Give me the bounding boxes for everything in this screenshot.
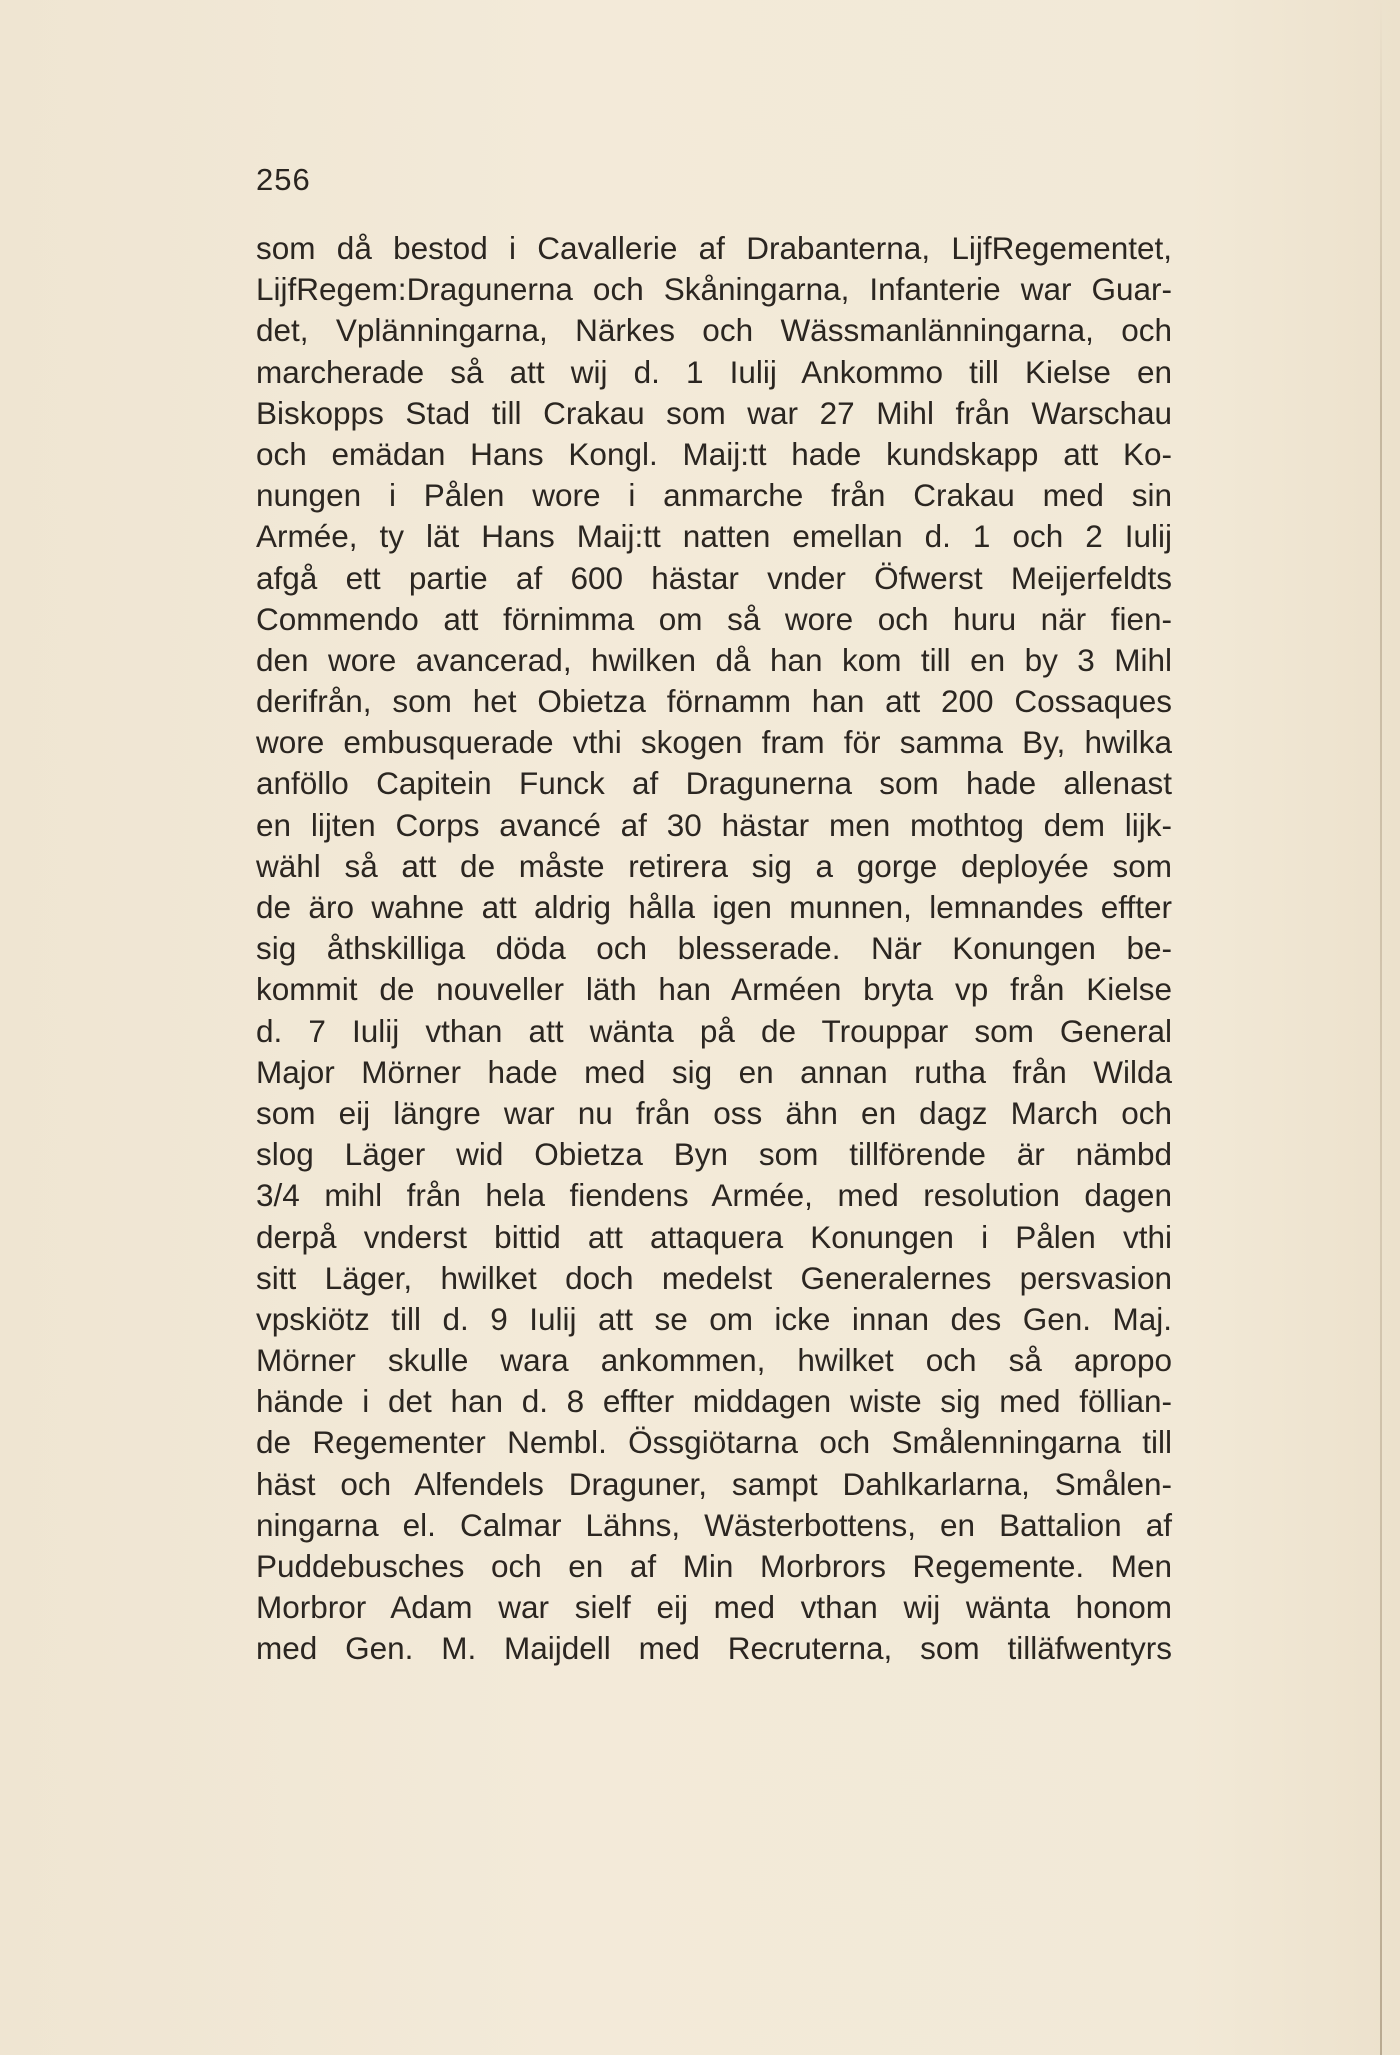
text-line: slog Läger wid Obietza Byn som tillförende är nämbd	[256, 1136, 1172, 1173]
text-line: som eij längre war nu från oss ähn en dagz March och	[256, 1094, 1172, 1131]
text-line: med Gen. M. Maijdell med Recruterna, som tilläfwentyrs	[256, 1630, 1172, 1667]
text-line: d. 7 Iulij vthan att wänta på de Trouppar som General	[256, 1012, 1172, 1049]
text-line: nungen i Pålen wore i anmarche från Crakau med sin	[256, 477, 1172, 514]
text-line: wähl så att de måste retirera sig a gorge deployée som	[256, 847, 1172, 884]
text-line: LijfRegem:Dragunerna och Skåningarna, Infanterie war Guar-	[256, 271, 1172, 308]
text-line: Puddebusches och en af Min Morbrors Regemente. Men	[256, 1548, 1172, 1584]
text-line: vpskiötz till d. 9 Iulij att se om icke innan des Gen. Maj.	[256, 1300, 1172, 1337]
text-line: derifrån, som het Obietza förnamm han att 200 Cossaques	[256, 683, 1172, 720]
text-line: ningarna el. Calmar Lähns, Wästerbottens, en Battalion af	[256, 1506, 1172, 1543]
text-line: Morbror Adam war sielf eij med vthan wij wänta honom	[256, 1589, 1172, 1626]
text-line: Mörner skulle wara ankommen, hwilket och så apropo	[256, 1342, 1172, 1379]
text-line: afgå ett partie af 600 hästar vnder Öfwerst Meijerfeldts	[256, 559, 1172, 596]
text-line: häst och Alfendels Draguner, sampt Dahlkarlarna, Smålen-	[256, 1465, 1172, 1502]
text-line: derpå vnderst bittid att attaquera Konungen i Pålen vthi	[256, 1218, 1172, 1255]
text-line: Major Mörner hade med sig en annan rutha från Wilda	[256, 1053, 1172, 1090]
page-number: 256	[256, 162, 311, 197]
text-line: hände i det han d. 8 effter middagen wiste sig med föllian-	[256, 1383, 1172, 1420]
text-line: Commendo att förnimma om så wore och huru när fien-	[256, 600, 1172, 637]
text-line: sig åthskilliga döda och blesserade. När Konungen be-	[256, 930, 1172, 967]
text-line: det, Vplänningarna, Närkes och Wässmanlänningarna, och	[256, 312, 1172, 349]
body-text	[256, 228, 1172, 1670]
text-line: sitt Läger, hwilket doch medelst Generalernes persvasion	[256, 1259, 1172, 1296]
text-line: och emädan Hans Kongl. Maij:tt hade kundskapp att Ko-	[256, 435, 1172, 472]
text-line: mihl från hela fiendens Armée, med resolution dagen	[324, 1177, 1172, 1214]
text-line: de äro wahne att aldrig hålla igen munnen, lemnandes effter	[256, 889, 1172, 925]
text-line: Biskopps Stad till Crakau som war 27 Mihl från Warschau	[256, 394, 1172, 431]
text-line: Armée, ty lät Hans Maij:tt natten emellan d. 1 och 2 Iulij	[256, 518, 1172, 555]
page-edge	[1380, 0, 1382, 2055]
fraction: 3/4	[256, 1177, 300, 1214]
text-line: anföllo Capitein Funck af Dragunerna som hade allenast	[256, 765, 1172, 802]
text-line: kommit de nouveller läth han Arméen bryta vp från Kielse	[256, 971, 1172, 1008]
text-line: de Regementer Nembl. Össgiötarna och Smålenningarna till	[256, 1424, 1172, 1461]
text-line: wore embusquerade vthi skogen fram för samma By, hwilka	[256, 724, 1172, 761]
text-line: som då bestod i Cavallerie af Drabanterna, LijfRegementet,	[256, 230, 1172, 266]
text-line: en lijten Corps avancé af 30 hästar men mothtog dem lijk-	[256, 806, 1172, 843]
text-line: marcherade så att wij d. 1 Iulij Ankommo till Kielse en	[256, 353, 1172, 390]
text-line: den wore avancerad, hwilken då han kom till en by 3 Mihl	[256, 641, 1172, 678]
text-line-with-fraction	[256, 1175, 1172, 1216]
